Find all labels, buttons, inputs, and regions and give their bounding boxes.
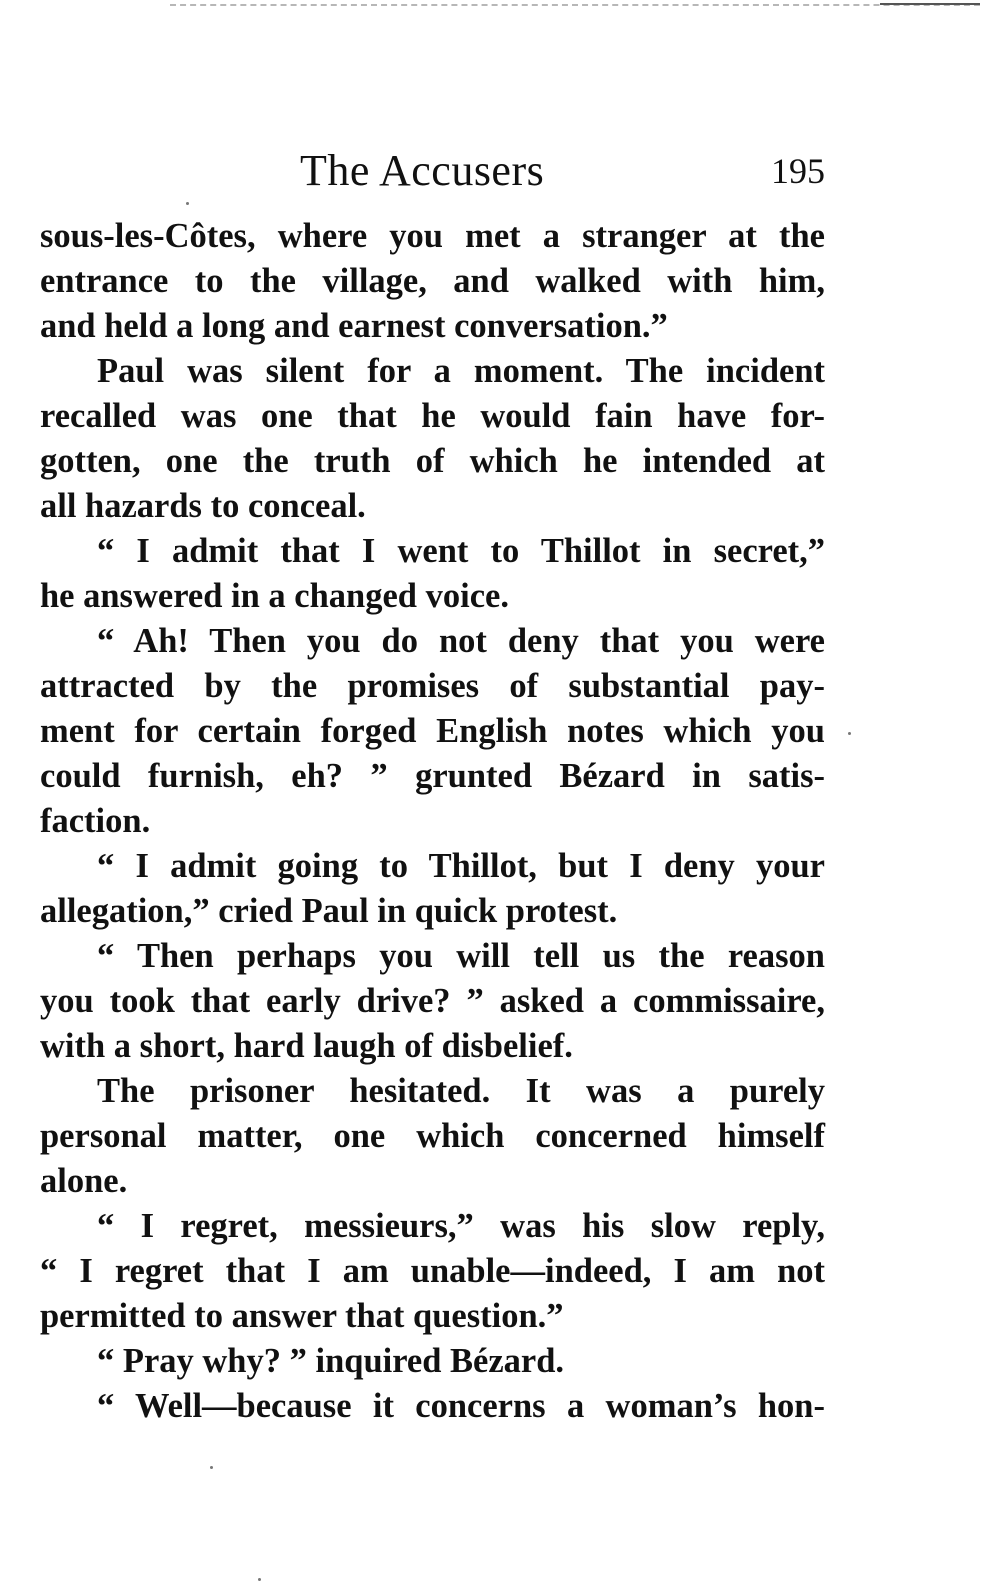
text-line: with a short, hard laugh of disbelief. — [40, 1027, 573, 1065]
text-line: gotten, one the truth of which he intended at — [40, 442, 825, 480]
text-line: “ I regret, messieurs,” was his slow reply, — [97, 1207, 825, 1245]
text-line: attracted by the promises of substantial pay- — [40, 667, 825, 705]
print-speck — [848, 732, 851, 735]
text-line: “ Then perhaps you will tell us the reason — [97, 937, 825, 975]
text-line: allegation,” cried Paul in quick protest. — [40, 892, 618, 930]
text-line: you took that early drive? ” asked a commissaire, — [40, 982, 825, 1020]
text-line: Paul was silent for a moment. The incident — [97, 352, 825, 390]
text-line: “ I admit going to Thillot, but I deny your — [97, 847, 825, 885]
text-line: could furnish, eh? ” grunted Bézard in satis- — [40, 757, 825, 795]
text-line: ment for certain forged English notes which you — [40, 712, 825, 750]
print-speck — [258, 1578, 261, 1581]
text-line: recalled was one that he would fain have for- — [40, 397, 825, 435]
text-line: “ I regret that I am unable—indeed, I am not — [40, 1252, 825, 1290]
text-line: entrance to the village, and walked with him, — [40, 262, 825, 300]
text-line: “ Ah! Then you do not deny that you were — [97, 622, 825, 660]
text-line: he answered in a changed voice. — [40, 577, 509, 615]
text-line: faction. — [40, 802, 151, 840]
text-line: alone. — [40, 1162, 128, 1200]
text-line: all hazards to conceal. — [40, 487, 366, 525]
text-line: “ Well—because it concerns a woman’s hon- — [97, 1387, 825, 1425]
print-speck — [210, 1466, 213, 1469]
body-text — [40, 214, 825, 1429]
running-head — [40, 140, 825, 202]
text-line: “ Pray why? ” inquired Bézard. — [97, 1342, 565, 1380]
running-head-title: The Accusers — [300, 146, 545, 195]
text-line: and held a long and earnest conversation.” — [40, 307, 668, 345]
text-line: permitted to answer that question.” — [40, 1297, 564, 1335]
text-line: The prisoner hesitated. It was a purely — [97, 1072, 825, 1110]
print-speck — [186, 202, 189, 205]
text-line: “ I admit that I went to Thillot in secret,” — [97, 532, 825, 570]
text-line: sous-les-Côtes, where you met a stranger at the — [40, 217, 825, 255]
top-edge-rule-solid — [880, 3, 980, 5]
text-line: personal matter, one which concerned himself — [40, 1117, 825, 1155]
page-number: 195 — [771, 151, 825, 191]
top-edge-rule — [170, 4, 980, 6]
